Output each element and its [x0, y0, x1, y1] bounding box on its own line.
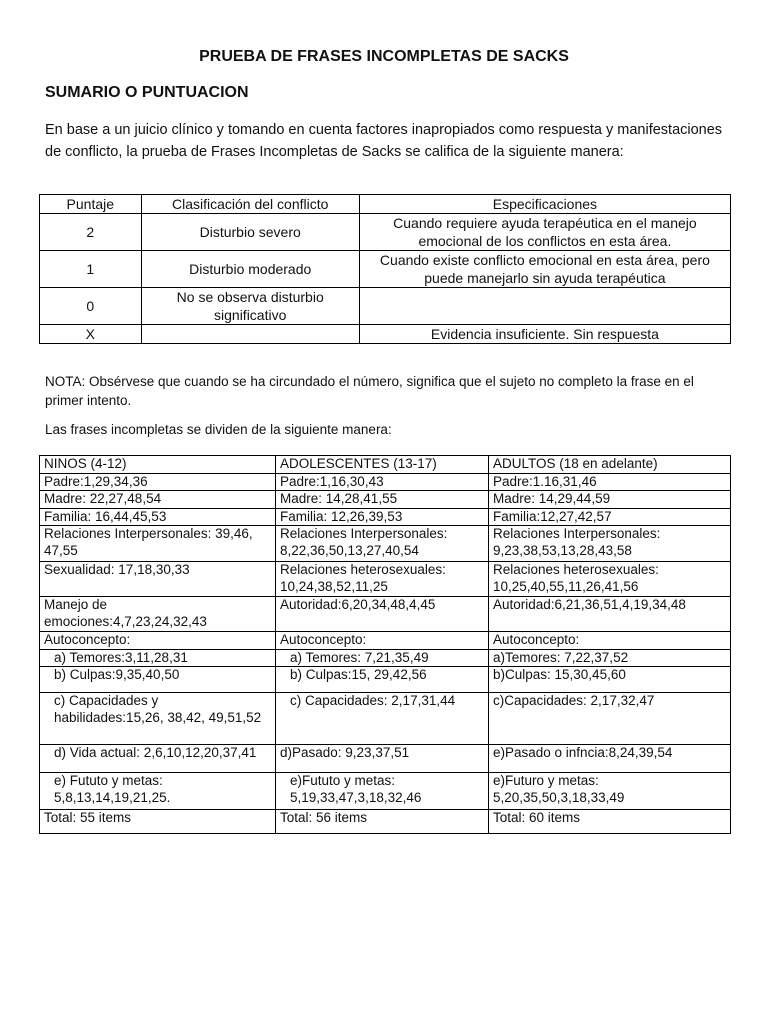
table-cell: X	[40, 325, 142, 344]
table-row	[40, 508, 731, 526]
table-cell: Total: 56 items	[276, 810, 489, 834]
table-row	[40, 325, 731, 344]
table-cell: a) Temores: 7,21,35,49	[276, 649, 489, 667]
table-row	[40, 214, 731, 251]
table-cell: Padre:1,16,30,43	[276, 473, 489, 491]
table-cell: c)Capacidades: 2,17,32,47	[489, 693, 731, 745]
intro-paragraph: En base a un juicio clínico y tomando en cuenta factores inapropiados como respuesta y manifestaciones de conflicto, la prueba de Frases Incompletas de Sacks se califica de la siguiente manera:	[45, 122, 723, 160]
table-cell: Autoconcepto:	[276, 632, 489, 650]
table-cell: Madre: 14,29,44,59	[489, 491, 731, 509]
table-cell: e)Pasado o infncia:8,24,39,54	[489, 745, 731, 773]
table-cell: Familia:12,27,42,57	[489, 508, 731, 526]
table-cell: Total: 55 items	[40, 810, 276, 834]
table-header-cell: Clasificación del conflicto	[141, 195, 359, 214]
table-cell	[359, 288, 730, 325]
table-cell: 2	[40, 214, 142, 251]
section-heading: SUMARIO O PUNTUACION	[45, 84, 249, 101]
table-row	[40, 473, 731, 491]
table-row	[40, 693, 731, 745]
table-cell: b) Culpas:15, 29,42,56	[276, 667, 489, 693]
note-paragraph: NOTA: Obsérvese que cuando se ha circundado el número, significa que el sujeto no completo la frase en el primer intento.	[45, 374, 694, 408]
table-cell: Disturbio severo	[141, 214, 359, 251]
age-groups-table	[39, 455, 731, 834]
table-row	[40, 526, 731, 562]
table-header-cell: ADULTOS (18 en adelante)	[489, 456, 731, 474]
table-cell: Autoridad:6,21,36,51,4,19,34,48	[489, 597, 731, 632]
table-row	[40, 288, 731, 325]
table-row	[40, 810, 731, 834]
table-row	[40, 773, 731, 810]
table-header-cell: Puntaje	[40, 195, 142, 214]
table-cell: Evidencia insuficiente. Sin respuesta	[359, 325, 730, 344]
groups-lead-text: Las frases incompletas se dividen de la siguiente manera:	[45, 422, 392, 437]
table-row	[40, 251, 731, 288]
table-cell: Autoridad:6,20,34,48,4,45	[276, 597, 489, 632]
document-title: PRUEBA DE FRASES INCOMPLETAS DE SACKS	[199, 48, 569, 65]
table-cell: b)Culpas: 15,30,45,60	[489, 667, 731, 693]
table-row	[40, 649, 731, 667]
table-cell: Cuando requiere ayuda terapéutica en el manejo emocional de los conflictos en esta área.	[359, 214, 730, 251]
table-cell: Disturbio moderado	[141, 251, 359, 288]
table-cell: e)Futuro y metas: 5,20,35,50,3,18,33,49	[489, 773, 731, 810]
table-header-cell: NINOS (4-12)	[40, 456, 276, 474]
table-cell: b) Culpas:9,35,40,50	[40, 667, 276, 693]
table-cell: Familia: 16,44,45,53	[40, 508, 276, 526]
table-cell: Padre:1.16,31,46	[489, 473, 731, 491]
table-cell: Madre: 14,28,41,55	[276, 491, 489, 509]
table-cell: e) Fututo y metas: 5,8,13,14,19,21,25.	[40, 773, 276, 810]
table-header-row	[40, 456, 731, 474]
table-cell: 0	[40, 288, 142, 325]
table-cell: a) Temores:3,11,28,31	[40, 649, 276, 667]
table-cell: Padre:1,29,34,36	[40, 473, 276, 491]
table-cell: Familia: 12,26,39,53	[276, 508, 489, 526]
table-cell: Relaciones heterosexuales: 10,24,38,52,11,25	[276, 562, 489, 597]
table-cell: Madre: 22,27,48,54	[40, 491, 276, 509]
table-cell: d)Pasado: 9,23,37,51	[276, 745, 489, 773]
table-row	[40, 562, 731, 597]
table-cell: c) Capacidades: 2,17,31,44	[276, 693, 489, 745]
table-cell: Relaciones heterosexuales: 10,25,40,55,11,26,41,56	[489, 562, 731, 597]
table-row	[40, 745, 731, 773]
table-cell: 1	[40, 251, 142, 288]
table-header-cell: ADOLESCENTES (13-17)	[276, 456, 489, 474]
table-cell: Total: 60 items	[489, 810, 731, 834]
table-cell: No se observa disturbio significativo	[141, 288, 359, 325]
table-cell: Manejo de emociones:4,7,23,24,32,43	[40, 597, 276, 632]
table-cell: Relaciones Interpersonales: 39,46, 47,55	[40, 526, 276, 562]
table-cell: Autoconcepto:	[40, 632, 276, 650]
table-cell: a)Temores: 7,22,37,52	[489, 649, 731, 667]
table-cell: c) Capacidades y habilidades:15,26, 38,42, 49,51,52	[40, 693, 276, 745]
table-row	[40, 667, 731, 693]
table-cell: e)Fututo y metas: 5,19,33,47,3,18,32,46	[276, 773, 489, 810]
table-header-cell: Especificaciones	[359, 195, 730, 214]
table-cell: Sexualidad: 17,18,30,33	[40, 562, 276, 597]
table-cell: Relaciones Interpersonales: 9,23,38,53,13,28,43,58	[489, 526, 731, 562]
table-cell: Relaciones Interpersonales: 8,22,36,50,13,27,40,54	[276, 526, 489, 562]
table-cell: Autoconcepto:	[489, 632, 731, 650]
table-row	[40, 597, 731, 632]
table-cell	[141, 325, 359, 344]
table-row	[40, 632, 731, 650]
table-row	[40, 491, 731, 509]
table-cell: d) Vida actual: 2,6,10,12,20,37,41	[40, 745, 276, 773]
scoring-table	[39, 194, 731, 344]
table-cell: Cuando existe conflicto emocional en esta área, pero puede manejarlo sin ayuda terapéutica	[359, 251, 730, 288]
table-header-row	[40, 195, 731, 214]
